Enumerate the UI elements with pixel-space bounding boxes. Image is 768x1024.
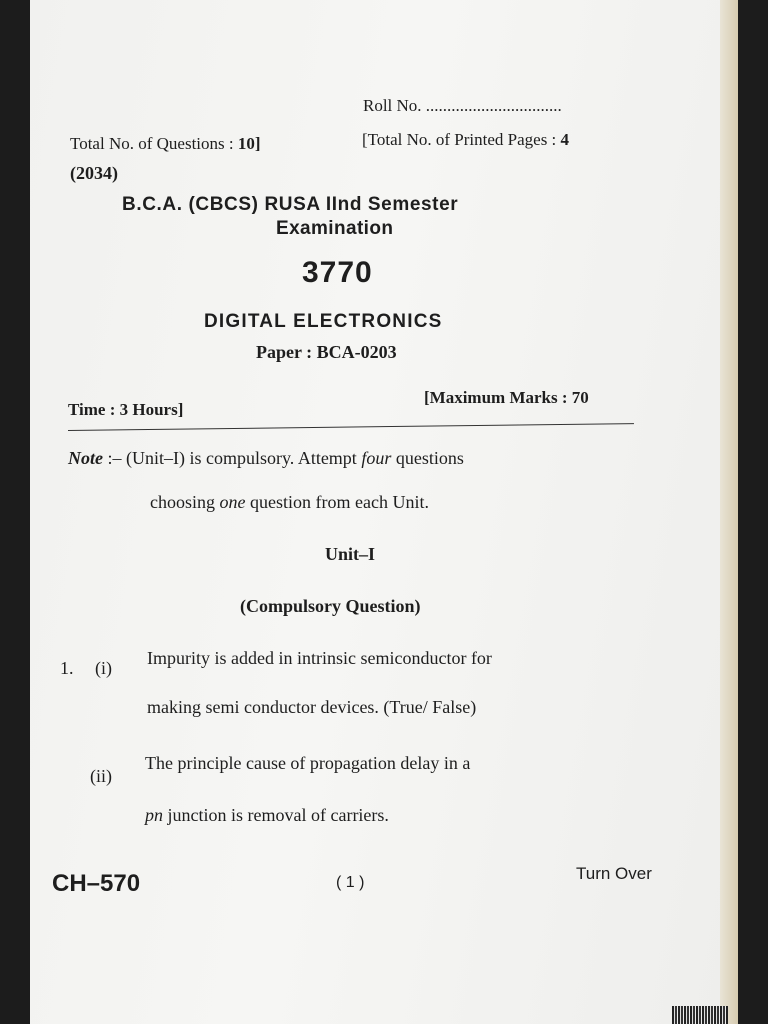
page-number: ( 1 ) <box>336 874 365 891</box>
question-part-i-line-2: making semi conductor devices. (True/ False) <box>147 697 477 717</box>
question-part-ii-line-1: The principle cause of propagation delay in a <box>145 753 471 773</box>
total-questions-value: 10] <box>237 134 261 153</box>
paper-number: Paper : BCA-0203 <box>256 342 397 362</box>
paper-code: 3770 <box>302 256 373 289</box>
note-line-1: Note :– (Unit–I) is compulsory. Attempt four questions <box>68 448 464 468</box>
unit-subheading: (Compulsory Question) <box>240 596 421 616</box>
exam-code: (2034) <box>70 163 118 183</box>
question-part-i-label: (i) <box>95 658 112 678</box>
exam-title: Examination <box>276 218 394 239</box>
question-part-ii-line-2: pn junction is removal of carriers. <box>145 805 389 825</box>
question-number: 1. <box>60 658 74 678</box>
time-limit: Time : 3 Hours] <box>68 400 184 419</box>
total-pages-label: [Total No. of Printed Pages : <box>362 130 557 149</box>
course-title: B.C.A. (CBCS) RUSA IInd Semester <box>122 194 459 215</box>
barcode-fragment <box>672 1006 728 1024</box>
roll-no: Roll No. ................................ <box>363 96 562 115</box>
unit-heading: Unit–I <box>325 544 376 564</box>
note-line-2: choosing one question from each Unit. <box>150 492 429 512</box>
maximum-marks: [Maximum Marks : 70 <box>424 388 589 407</box>
total-questions <box>70 134 261 154</box>
total-pages <box>362 130 569 150</box>
footer-code: CH–570 <box>52 870 141 897</box>
total-questions-label: Total No. of Questions : <box>70 134 234 153</box>
note-label: Note <box>68 448 103 468</box>
total-pages-value: 4 <box>560 130 570 149</box>
subject-title: DIGITAL ELECTRONICS <box>204 311 443 332</box>
turn-over: Turn Over <box>576 864 652 883</box>
paper-edge <box>720 0 738 1024</box>
question-part-ii-label: (ii) <box>90 766 112 786</box>
question-part-i-line-1: Impurity is added in intrinsic semiconductor for <box>147 648 492 668</box>
